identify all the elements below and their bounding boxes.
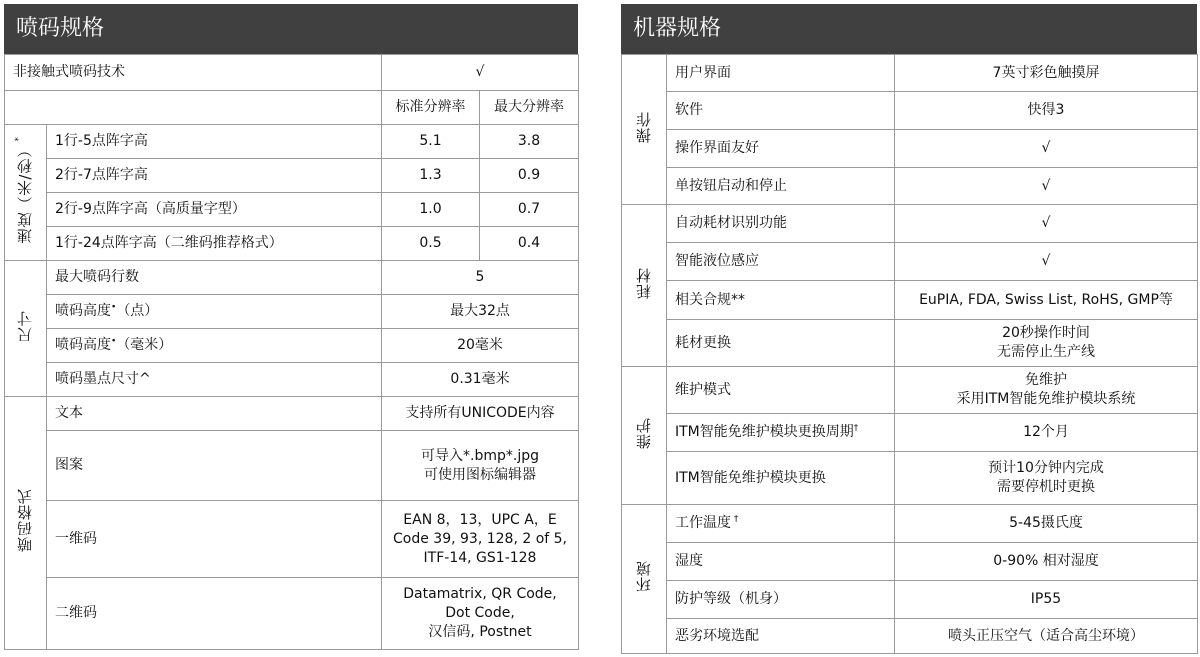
row-label: 相关合规** xyxy=(667,281,895,320)
table-row xyxy=(5,295,579,329)
row-label: 非接触式喷码技术 xyxy=(5,55,382,91)
row-value: 12个月 xyxy=(895,414,1198,452)
table-row xyxy=(622,581,1198,619)
row-value: 5 xyxy=(382,261,579,295)
check-value: √ xyxy=(895,130,1198,168)
row-value: 免维护 采用ITM智能免维护模块系统 xyxy=(895,367,1198,414)
row-value: EAN 8，13，UPC A，E Code 39, 93, 128, 2 of 5, ITF-14, GS1-128 xyxy=(382,501,579,578)
row-label: ITM智能免维护模块更换周期† xyxy=(667,414,895,452)
standard-value: 1.3 xyxy=(382,159,480,193)
row-label: 维护模式 xyxy=(667,367,895,414)
row-value: IP55 xyxy=(895,581,1198,619)
format-group-label: 喷码格式 xyxy=(5,397,47,650)
table-row xyxy=(5,193,579,227)
row-value: 喷头正压空气（适合高尘环境） xyxy=(895,619,1198,654)
row-value: 5-45摄氏度 xyxy=(895,505,1198,543)
row-value: 0-90% 相对湿度 xyxy=(895,543,1198,581)
row-value: 20秒操作时间 无需停止生产线 xyxy=(895,320,1198,367)
speed-group-label: 速度（米/秒）* xyxy=(5,125,47,261)
max-value: 0.4 xyxy=(480,227,579,261)
row-label: 喷码高度•（毫米） xyxy=(47,329,382,363)
table-row xyxy=(622,320,1198,367)
row-label: 最大喷码行数 xyxy=(47,261,382,295)
table-row xyxy=(5,431,579,501)
standard-value: 5.1 xyxy=(382,125,480,159)
row-label: 2行-9点阵字高（高质量字型） xyxy=(47,193,382,227)
standard-resolution-header: 标准分辨率 xyxy=(382,91,480,125)
table-row xyxy=(622,130,1198,168)
row-label: ITM智能免维护模块更换 xyxy=(667,452,895,505)
row-label: 智能液位感应 xyxy=(667,243,895,281)
row-value: 最大32点 xyxy=(382,295,579,329)
row-value: 0.31毫米 xyxy=(382,363,579,397)
table-row xyxy=(5,91,579,125)
row-value: 支持所有UNICODE内容 xyxy=(382,397,579,431)
row-label: 用户界面 xyxy=(667,55,895,92)
row-value: Datamatrix, QR Code, Dot Code, 汉信码, Postnet xyxy=(382,578,579,650)
table-row xyxy=(622,367,1198,414)
check-value: √ xyxy=(382,55,579,91)
table-row xyxy=(622,452,1198,505)
max-value: 0.7 xyxy=(480,193,579,227)
maintenance-group-label: 维护 xyxy=(622,367,667,505)
row-label: 一维码 xyxy=(47,501,382,578)
table-row xyxy=(5,329,579,363)
machine-spec-table xyxy=(621,54,1198,654)
row-label: 二维码 xyxy=(47,578,382,650)
standard-value: 1.0 xyxy=(382,193,480,227)
row-value: 20毫米 xyxy=(382,329,579,363)
table-row xyxy=(622,543,1198,581)
table-row xyxy=(5,261,579,295)
table-row xyxy=(5,55,579,91)
row-label: 湿度 xyxy=(667,543,895,581)
table-row xyxy=(622,619,1198,654)
table-row xyxy=(5,159,579,193)
table-row xyxy=(5,397,579,431)
row-label: 自动耗材识别功能 xyxy=(667,205,895,243)
row-label: 防护等级（机身） xyxy=(667,581,895,619)
row-label: 喷码高度•（点） xyxy=(47,295,382,329)
environment-group-label: 环境 xyxy=(622,505,667,654)
size-group-label: 尺寸 xyxy=(5,261,47,397)
empty-header-cell xyxy=(5,91,382,125)
row-label: 单按钮启动和停止 xyxy=(667,168,895,205)
row-label: 耗材更换 xyxy=(667,320,895,367)
row-value: 7英寸彩色触摸屏 xyxy=(895,55,1198,92)
consumables-group-label: 耗材 xyxy=(622,205,667,367)
table-row xyxy=(5,227,579,261)
machine-spec-panel xyxy=(621,4,1197,654)
check-value: √ xyxy=(895,205,1198,243)
row-value: 预计10分钟内完成 需要停机时更换 xyxy=(895,452,1198,505)
table-row xyxy=(622,168,1198,205)
table-row xyxy=(622,55,1198,92)
machine-spec-title: 机器规格 xyxy=(621,4,1197,54)
check-value: √ xyxy=(895,243,1198,281)
standard-value: 0.5 xyxy=(382,227,480,261)
row-label: 图案 xyxy=(47,431,382,501)
print-spec-table xyxy=(4,54,579,650)
max-value: 0.9 xyxy=(480,159,579,193)
check-value: √ xyxy=(895,168,1198,205)
row-value: EuPIA, FDA, Swiss List, RoHS, GMP等 xyxy=(895,281,1198,320)
row-label: 喷码墨点尺寸^ xyxy=(47,363,382,397)
table-row xyxy=(5,501,579,578)
table-row xyxy=(622,505,1198,543)
table-row xyxy=(622,205,1198,243)
row-label: 文本 xyxy=(47,397,382,431)
table-row xyxy=(5,578,579,650)
table-row xyxy=(622,281,1198,320)
table-row xyxy=(5,125,579,159)
table-row xyxy=(622,243,1198,281)
row-label: 工作温度 † xyxy=(667,505,895,543)
print-spec-title: 喷码规格 xyxy=(4,4,578,54)
row-value: 可导入*.bmp*.jpg 可使用图标编辑器 xyxy=(382,431,579,501)
row-label: 1行-5点阵字高 xyxy=(47,125,382,159)
operation-group-label: 操作 xyxy=(622,55,667,205)
row-label: 恶劣环境选配 xyxy=(667,619,895,654)
print-spec-panel xyxy=(4,4,578,650)
row-label: 1行-24点阵字高（二维码推荐格式） xyxy=(47,227,382,261)
row-label: 软件 xyxy=(667,92,895,130)
max-value: 3.8 xyxy=(480,125,579,159)
max-resolution-header: 最大分辨率 xyxy=(480,91,579,125)
row-value: 快得3 xyxy=(895,92,1198,130)
table-row xyxy=(622,92,1198,130)
row-label: 操作界面友好 xyxy=(667,130,895,168)
row-label: 2行-7点阵字高 xyxy=(47,159,382,193)
table-row xyxy=(622,414,1198,452)
table-row xyxy=(5,363,579,397)
